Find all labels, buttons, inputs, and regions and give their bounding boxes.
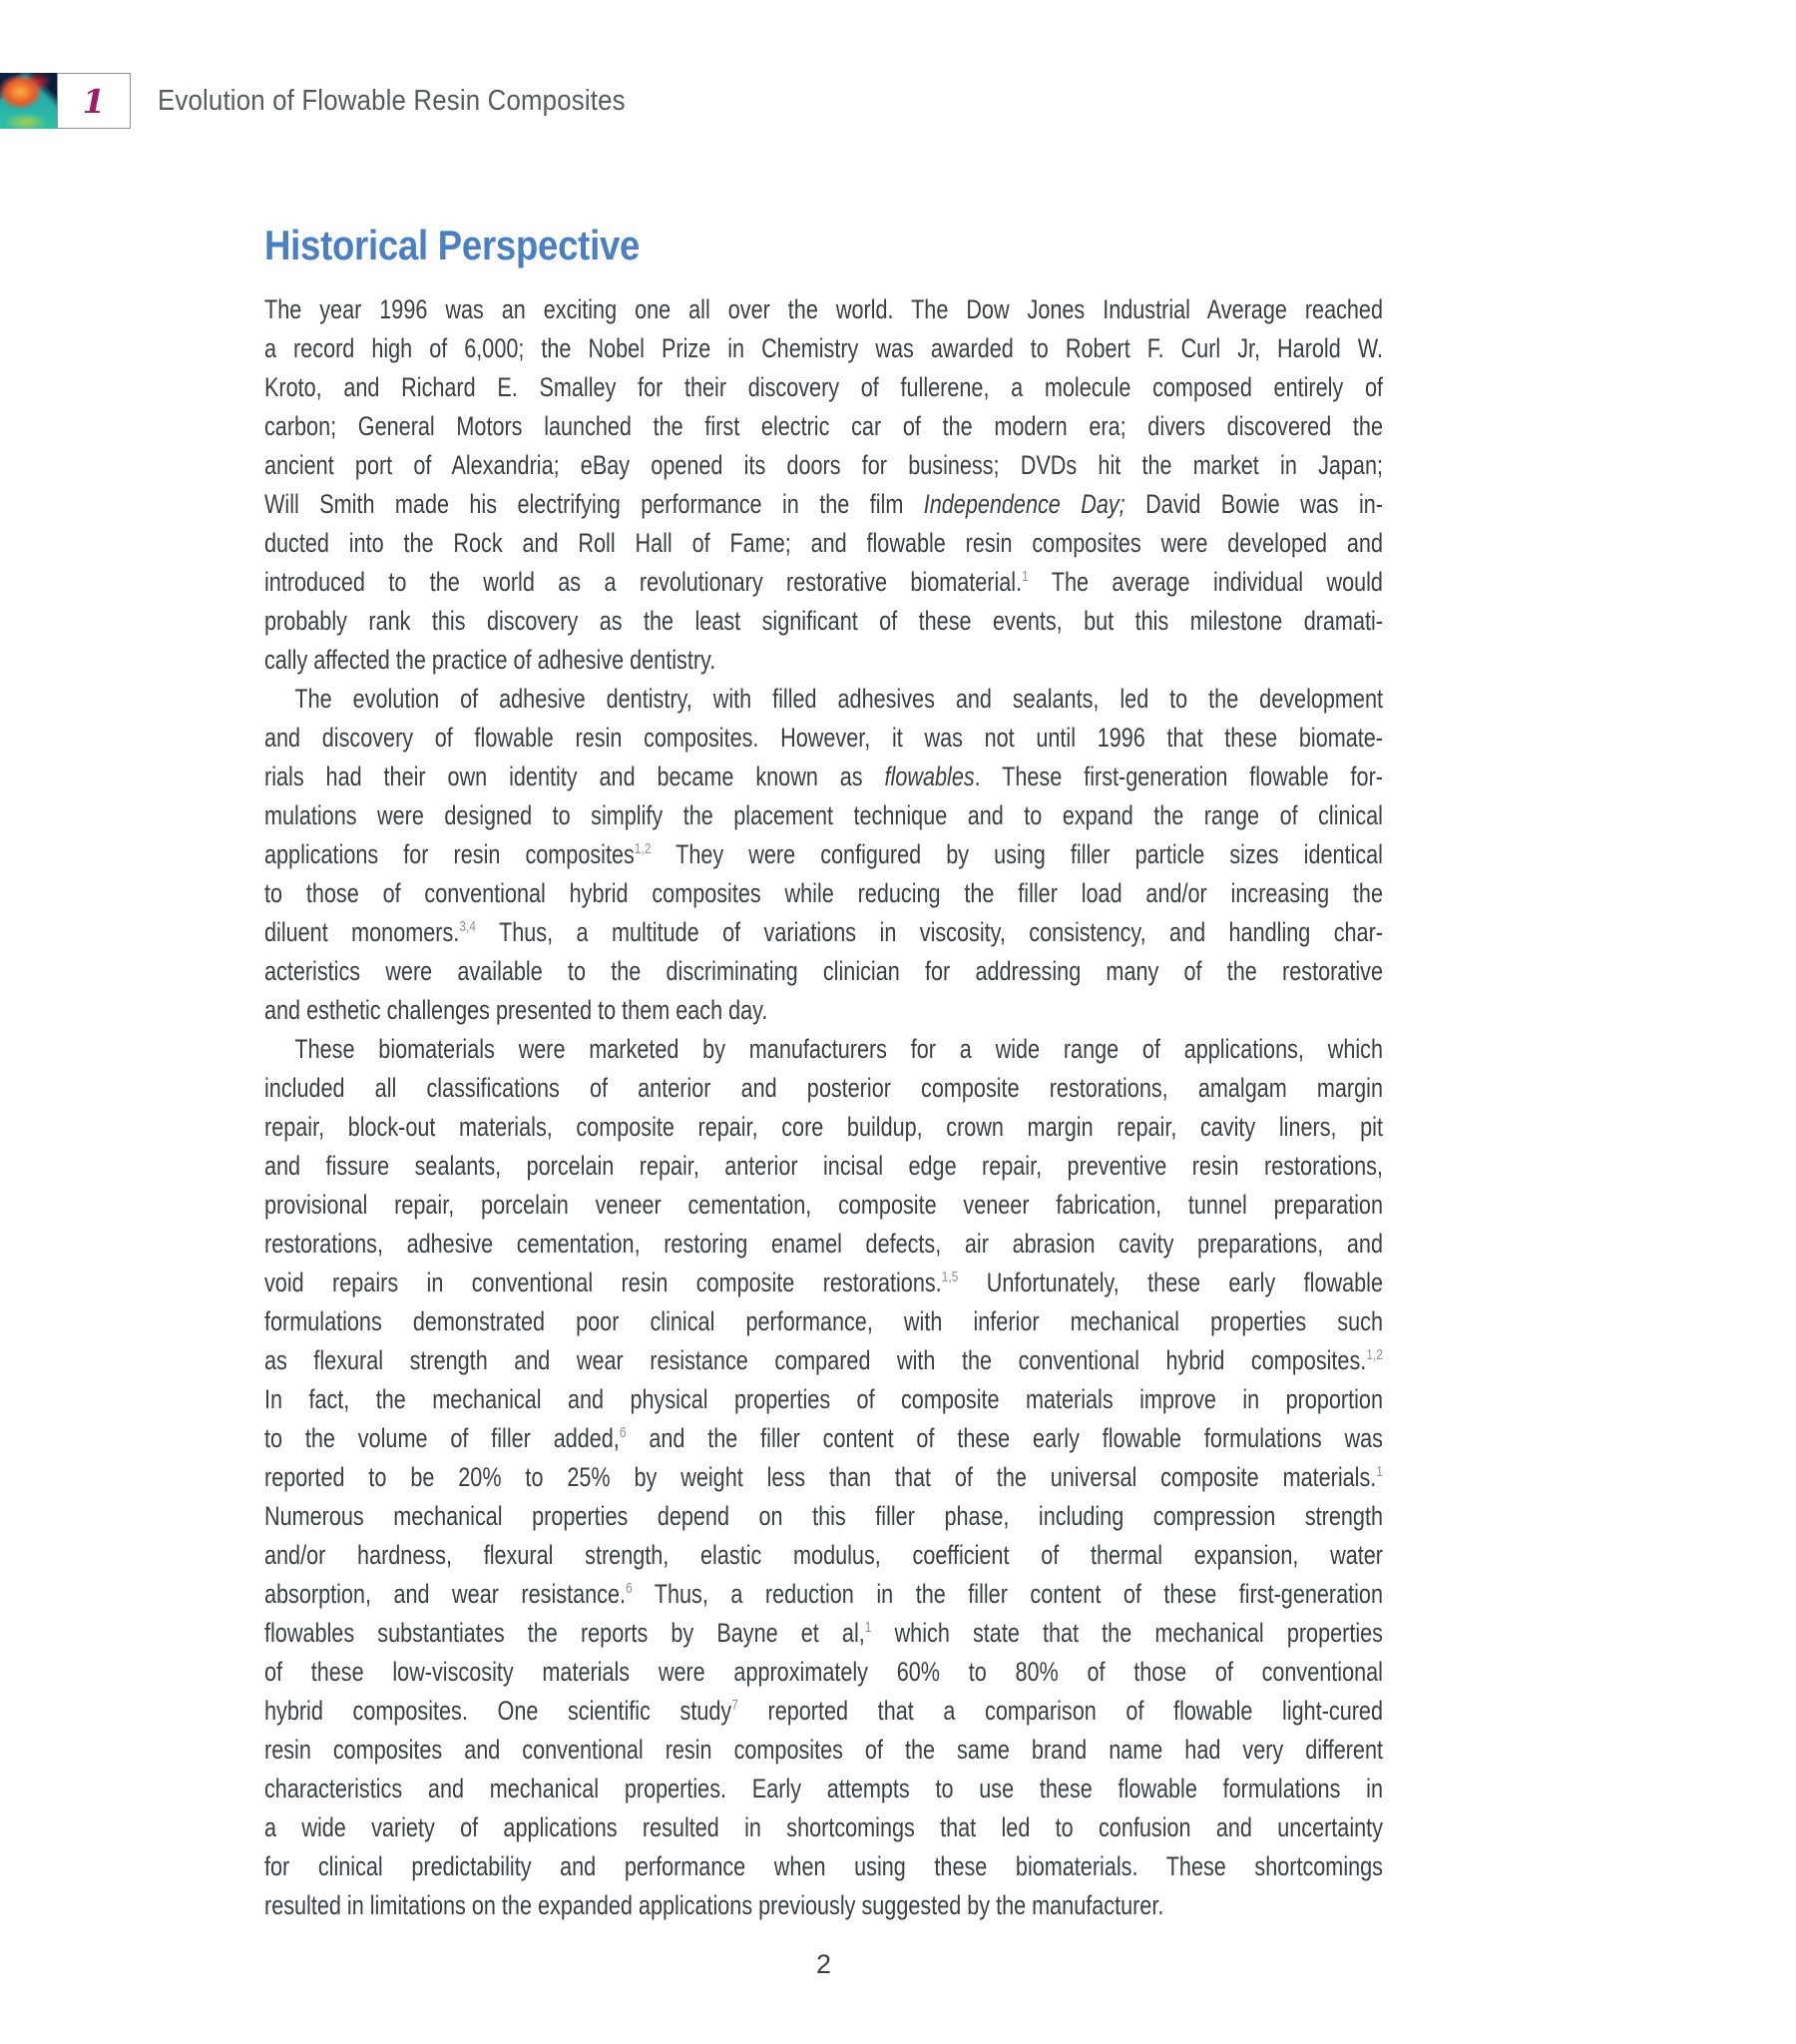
text-run: and the filler content of these early flowable formulations was [626, 1423, 1383, 1453]
reference-superscript: 1 [1376, 1463, 1383, 1480]
paragraph-1 [264, 290, 1383, 680]
text-run: ancient port of Alexandria; eBay opened its doors for business; DVDs hit the market in Japan; [264, 450, 1383, 480]
text-line [264, 1302, 1383, 1341]
text-run: provisional repair, porcelain veneer cementation, composite veneer fabrication, tunnel preparation [264, 1190, 1383, 1220]
text-line [264, 1770, 1383, 1808]
text-run: as flexural strength and wear resistance compared with the conventional hybrid composites. [264, 1345, 1367, 1375]
text-line [264, 1147, 1383, 1186]
text-run: to the volume of filler added, [264, 1423, 620, 1453]
text-run: Independence Day; [923, 489, 1125, 519]
text-run: flowables substantiates the reports by Bayne et al, [264, 1618, 865, 1648]
reference-superscript: 1 [864, 1619, 872, 1636]
text-run: Thus, a reduction in the filler content of these first-generation [632, 1579, 1383, 1609]
text-column [264, 0, 1383, 1925]
text-run: reported that a comparison of flowable light-cured [737, 1696, 1383, 1726]
text-run: repair, block-out materials, composite repair, core buildup, crown margin repair, cavity liners, pit [264, 1112, 1383, 1142]
reference-superscript: 7 [731, 1697, 738, 1714]
text-run: The evolution of adhesive dentistry, with filled adhesives and sealants, led to the development [294, 684, 1383, 714]
text-line [264, 952, 1383, 991]
text-line [264, 641, 1383, 680]
section-title: Historical Perspective [264, 222, 641, 268]
reference-superscript: 6 [619, 1424, 627, 1441]
text-run: for clinical predictability and performance when using these biomaterials. These shortcomings [264, 1851, 1383, 1881]
text-line [264, 758, 1383, 796]
text-line [264, 1808, 1383, 1847]
text-line [264, 1225, 1383, 1264]
text-line [264, 1341, 1383, 1380]
text-run: flowables [884, 762, 975, 791]
text-line [264, 1264, 1383, 1302]
text-run: and fissure sealants, porcelain repair, anterior incisal edge repair, preventive resin restorations, [264, 1151, 1383, 1181]
text-line [264, 1692, 1383, 1731]
text-run: The year 1996 was an exciting one all over the world. The Dow Jones Industrial Average reached [264, 294, 1383, 324]
text-run: David Bowie was in- [1124, 489, 1383, 519]
text-run: applications for resin composites [264, 839, 635, 869]
text-line [264, 1847, 1383, 1886]
text-line [264, 485, 1383, 524]
text-line [264, 913, 1383, 952]
text-run: a wide variety of applications resulted in shortcomings that led to confusion and uncertainty [264, 1812, 1383, 1842]
text-line [264, 796, 1383, 835]
text-line [264, 874, 1383, 913]
text-run: absorption, and wear resistance. [264, 1579, 626, 1609]
text-run: of these low-viscosity materials were approximately 60% to 80% of those of conventional [264, 1657, 1383, 1687]
paragraph-3 [264, 1030, 1383, 1925]
text-run: reported to be 20% to 25% by weight less than that of the universal composite materials. [264, 1462, 1377, 1492]
text-run: These biomaterials were marketed by manufacturers for a wide range of applications, which [294, 1034, 1383, 1064]
text-run: included all classifications of anterior and posterior composite restorations, amalgam margin [264, 1073, 1383, 1103]
text-run: They were configured by using filler particle sizes identical [651, 839, 1383, 869]
text-line [264, 1419, 1383, 1458]
text-run: introduced to the world as a revolutionary restorative biomaterial. [264, 567, 1023, 597]
text-run: Numerous mechanical properties depend on this filler phase, including compression strength [264, 1501, 1383, 1531]
text-line [264, 1380, 1383, 1419]
text-line [264, 680, 1383, 719]
text-run: carbon; General Motors launched the first electric car of the modern era; divers discovered the [264, 411, 1383, 441]
text-line [264, 1030, 1383, 1069]
text-run: characteristics and mechanical properties. Early attempts to use these flowable formulations in [264, 1774, 1383, 1803]
text-run: The average individual would [1028, 567, 1383, 597]
text-run: resulted in limitations on the expanded applications previously suggested by the manufacturer. [264, 1890, 1164, 1920]
text-run: Kroto, and Richard E. Smalley for their discovery of fullerene, a molecule composed entirely of [264, 372, 1383, 402]
text-line [264, 1614, 1383, 1653]
text-run: and esthetic challenges presented to them each day. [264, 995, 768, 1025]
reference-superscript: 1,5 [941, 1269, 959, 1285]
text-run: formulations demonstrated poor clinical performance, with inferior mechanical properties such [264, 1306, 1383, 1336]
reference-superscript: 3,4 [459, 918, 476, 935]
text-run: resin composites and conventional resin composites of the same brand name had very different [264, 1735, 1383, 1765]
text-run: restorations, adhesive cementation, restoring enamel defects, air abrasion cavity preparations, and [264, 1229, 1383, 1259]
text-line [264, 602, 1383, 641]
reference-superscript: 6 [625, 1580, 633, 1597]
page-number: 2 [815, 1949, 832, 1979]
text-run: which state that the mechanical properties [871, 1618, 1383, 1648]
text-line [264, 329, 1383, 368]
text-run: probably rank this discovery as the least significant of these events, but this milestone dramati- [264, 606, 1383, 636]
text-line [264, 290, 1383, 329]
text-run: ducted into the Rock and Roll Hall of Fame; and flowable resin composites were developed and [264, 528, 1383, 558]
reference-superscript: 1,2 [1366, 1346, 1383, 1363]
text-line [264, 1186, 1383, 1225]
text-run: In fact, the mechanical and physical properties of composite materials improve in proportion [264, 1384, 1383, 1414]
paragraph-2 [264, 680, 1383, 1030]
text-line [264, 368, 1383, 407]
text-line [264, 1731, 1383, 1770]
reference-superscript: 1 [1022, 568, 1029, 585]
text-line [264, 563, 1383, 602]
text-line [264, 719, 1383, 758]
text-line [264, 407, 1383, 446]
chapter-number-box [57, 73, 131, 129]
text-run: Thus, a multitude of variations in viscosity, consistency, and handling char- [475, 917, 1383, 947]
page-footer [264, 1944, 1383, 1984]
text-line [264, 1886, 1383, 1925]
text-line [264, 835, 1383, 874]
text-run: acteristics were available to the discriminating clinician for addressing many of the restorative [264, 956, 1383, 986]
text-line [264, 1497, 1383, 1536]
text-run: to those of conventional hybrid composites while reducing the filler load and/or increasing the [264, 878, 1383, 908]
text-run: void repairs in conventional resin composite restorations. [264, 1268, 942, 1297]
reference-superscript: 1,2 [634, 840, 652, 857]
text-run: Will Smith made his electrifying performance in the film [264, 489, 924, 519]
text-line [264, 1536, 1383, 1575]
text-line [264, 1653, 1383, 1692]
text-line [264, 1458, 1383, 1497]
chapter-thumbnail-image [0, 73, 57, 129]
text-line [264, 1108, 1383, 1147]
text-run: rials had their own identity and became known as [264, 762, 885, 791]
text-run: . These first-generation flowable for- [974, 762, 1383, 791]
text-run: diluent monomers. [264, 917, 460, 947]
text-run: mulations were designed to simplify the placement technique and to expand the range of clinical [264, 800, 1383, 830]
text-line [264, 991, 1383, 1030]
text-line [264, 1069, 1383, 1108]
text-run: a record high of 6,000; the Nobel Prize in Chemistry was awarded to Robert F. Curl Jr, Harold W. [264, 333, 1383, 363]
chapter-title: Evolution of Flowable Resin Composites [158, 84, 626, 117]
text-run: cally affected the practice of adhesive dentistry. [264, 645, 716, 675]
text-line [264, 524, 1383, 563]
text-run: and/or hardness, flexural strength, elastic modulus, coefficient of thermal expansion, water [264, 1540, 1383, 1570]
text-run: and discovery of flowable resin composites. However, it was not until 1996 that these biomate- [264, 723, 1383, 753]
text-run: hybrid composites. One scientific study [264, 1696, 732, 1726]
text-line [264, 446, 1383, 485]
text-run: Unfortunately, these early flowable [958, 1268, 1383, 1297]
text-line [264, 1575, 1383, 1614]
chapter-number: 1 [82, 81, 106, 121]
